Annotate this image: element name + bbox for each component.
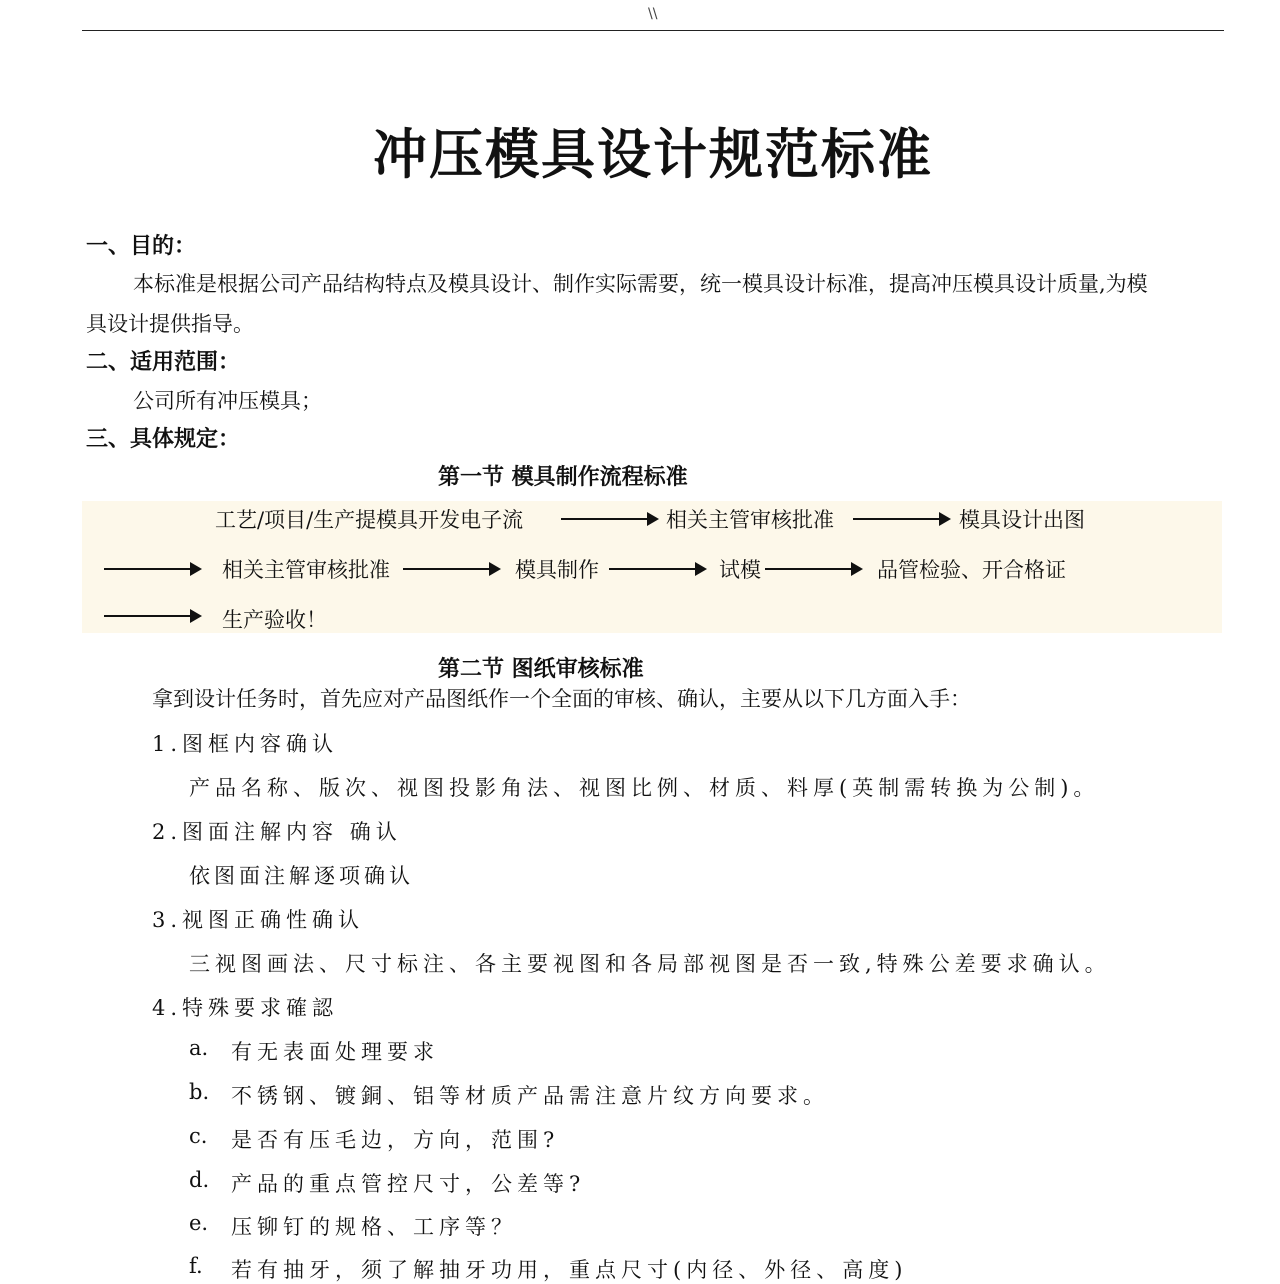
section2-title: 第二节 图纸审核标准 bbox=[438, 657, 644, 682]
flow-arrow bbox=[104, 615, 200, 617]
flow-arrow bbox=[609, 568, 705, 570]
flow-step: 相关主管审核批准 bbox=[222, 558, 390, 582]
subitem-text: 压铆钉的规格、工序等？ bbox=[231, 1215, 517, 1239]
review-item-label: 1.图框内容确认 bbox=[152, 732, 339, 756]
review-item-label: 3.视图正确性确认 bbox=[152, 908, 365, 932]
subitem-text: 是否有压毛边，方向，范围? bbox=[231, 1128, 560, 1152]
scope-text: 公司所有冲压模具； bbox=[133, 389, 322, 413]
flow-step: 生产验收！ bbox=[222, 608, 327, 632]
subitem-letter: e. bbox=[189, 1211, 209, 1235]
scope-heading: 二、适用范围： bbox=[86, 350, 241, 375]
flow-arrow bbox=[104, 568, 200, 570]
header-rule bbox=[82, 30, 1224, 31]
flow-step: 试模 bbox=[719, 558, 761, 582]
flow-step: 品管检验、开合格证 bbox=[877, 558, 1066, 582]
flow-arrow bbox=[765, 568, 861, 570]
review-item-label: 4.特殊要求確認 bbox=[152, 996, 339, 1020]
subitem-text: 有无表面处理要求 bbox=[231, 1040, 439, 1064]
review-item-desc: 依图面注解逐项确认 bbox=[189, 864, 414, 888]
subitem-letter: f. bbox=[189, 1254, 203, 1278]
flow-arrow bbox=[403, 568, 499, 570]
subitem-letter: a. bbox=[189, 1036, 209, 1060]
purpose-heading: 一、目的： bbox=[86, 234, 197, 259]
flow-step: 模具设计出图 bbox=[959, 508, 1085, 532]
subitem-text: 产品的重点管控尺寸，公差等? bbox=[231, 1172, 586, 1196]
flow-step: 模具制作 bbox=[515, 558, 599, 582]
subitem-letter: c. bbox=[189, 1124, 208, 1148]
subitem-letter: d. bbox=[189, 1168, 210, 1192]
flow-arrow bbox=[853, 518, 949, 520]
purpose-text-line2: 具设计提供指导。 bbox=[86, 312, 254, 336]
review-item-desc: 三视图画法、尺寸标注、各主要视图和各局部视图是否一致,特殊公差要求确认。 bbox=[189, 952, 1111, 976]
header-mark: \\ bbox=[648, 6, 658, 22]
review-item-desc: 产品名称、版次、视图投影角法、视图比例、材质、料厚(英制需转换为公制)。 bbox=[189, 776, 1100, 800]
rules-heading: 三、具体规定： bbox=[86, 427, 241, 452]
flow-arrow bbox=[561, 518, 657, 520]
flow-step: 工艺/项目/生产提模具开发电子流 bbox=[215, 508, 524, 532]
section1-title: 第一节 模具制作流程标准 bbox=[438, 465, 688, 490]
subitem-text: 不锈钢、镀銅、铝等材质产品需注意片纹方向要求。 bbox=[231, 1084, 829, 1108]
purpose-text-line1: 本标准是根据公司产品结构特点及模具设计、制作实际需要，统一模具设计标准，提高冲压模具设计质量,为模 bbox=[133, 272, 1148, 296]
document-title: 冲压模具设计规范标准 bbox=[373, 123, 933, 186]
flow-step: 相关主管审核批准 bbox=[666, 508, 834, 532]
subitem-letter: b. bbox=[189, 1080, 210, 1104]
review-item-label: 2.图面注解内容 确认 bbox=[152, 820, 402, 844]
subitem-text: 若有抽牙，须了解抽牙功用，重点尺寸(内径、外径、高度) bbox=[231, 1258, 908, 1282]
section2-intro: 拿到设计任务时，首先应对产品图纸作一个全面的审核、确认，主要从以下几方面入手： bbox=[152, 687, 971, 711]
